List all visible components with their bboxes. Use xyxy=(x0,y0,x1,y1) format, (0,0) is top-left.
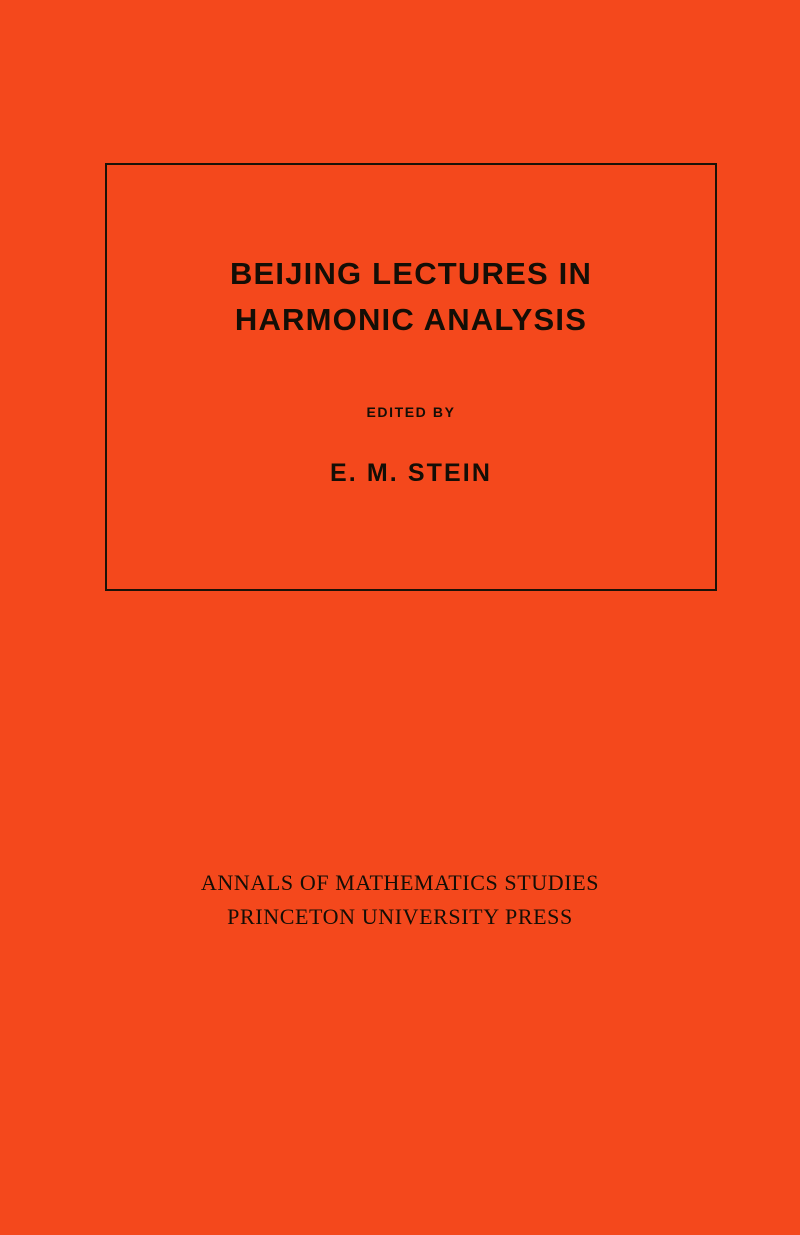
editor-name: E. M. STEIN xyxy=(329,459,492,487)
book-title-line-2: HARMONIC ANALYSIS xyxy=(234,301,588,337)
press-name: PRINCETON UNIVERSITY PRESS xyxy=(227,904,573,930)
publisher-block xyxy=(0,866,800,934)
book-title-line-1: BEIJING LECTURES IN xyxy=(229,256,593,291)
title-frame-border xyxy=(105,163,717,591)
edited-by-label: EDITED BY xyxy=(366,404,456,420)
series-name: ANNALS OF MATHEMATICS STUDIES xyxy=(200,870,600,895)
book-title xyxy=(107,251,715,343)
